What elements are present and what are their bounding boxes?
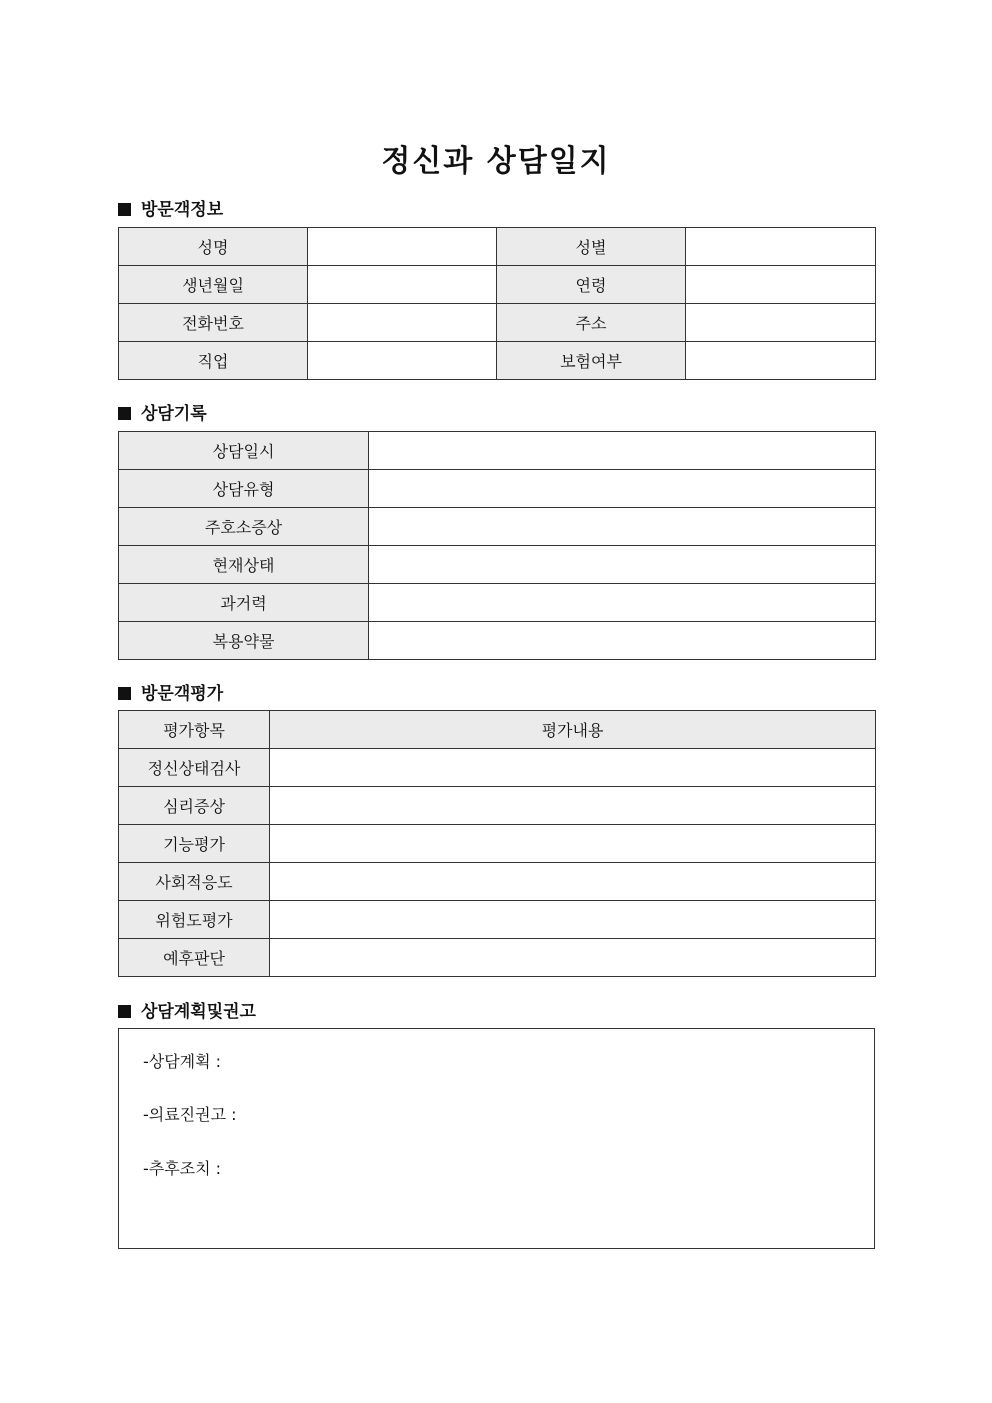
- table-row: [119, 266, 876, 304]
- section-heading-visitor-info: [118, 199, 223, 221]
- section-title: 상담기록: [141, 404, 207, 424]
- field-label: 복용약물: [119, 622, 369, 660]
- field-label: 연령: [497, 266, 686, 304]
- field-label: 예후판단: [119, 939, 270, 977]
- field-label: 주호소증상: [119, 508, 369, 546]
- table-row: [119, 749, 876, 787]
- table-row: [119, 508, 876, 546]
- section-heading-counsel-record: [118, 403, 207, 425]
- table-row: [119, 546, 876, 584]
- field-label: 정신상태검사: [119, 749, 270, 787]
- table-row: [119, 901, 876, 939]
- field-label: 위험도평가: [119, 901, 270, 939]
- counsel-record-table: [118, 431, 876, 660]
- table-header-row: [119, 711, 876, 749]
- field-value[interactable]: [270, 749, 876, 787]
- field-label: 성명: [119, 228, 308, 266]
- column-header-content: 평가내용: [270, 711, 876, 749]
- column-header-item: 평가항목: [119, 711, 270, 749]
- field-label: 과거력: [119, 584, 369, 622]
- field-label: 주소: [497, 304, 686, 342]
- plan-line-follow-up: -추후조치 :: [143, 1159, 222, 1178]
- field-value[interactable]: [369, 584, 876, 622]
- field-value[interactable]: [369, 432, 876, 470]
- field-value-insurance[interactable]: [686, 342, 876, 380]
- table-row: [119, 228, 876, 266]
- table-row: [119, 939, 876, 977]
- field-value-occupation[interactable]: [308, 342, 497, 380]
- field-label: 성별: [497, 228, 686, 266]
- table-row: [119, 304, 876, 342]
- table-row: [119, 825, 876, 863]
- table-row: [119, 584, 876, 622]
- field-value-name[interactable]: [308, 228, 497, 266]
- field-label: 생년월일: [119, 266, 308, 304]
- square-bullet-icon: [118, 687, 131, 700]
- square-bullet-icon: [118, 1005, 131, 1018]
- field-value[interactable]: [270, 863, 876, 901]
- square-bullet-icon: [118, 203, 131, 216]
- section-title: 상담계획및권고: [141, 1002, 256, 1022]
- field-label: 심리증상: [119, 787, 270, 825]
- section-heading-visitor-eval: [118, 683, 223, 705]
- section-title: 방문객정보: [141, 200, 224, 220]
- square-bullet-icon: [118, 407, 131, 420]
- field-value-age[interactable]: [686, 266, 876, 304]
- section-title: 방문객평가: [141, 684, 224, 704]
- field-value-phone[interactable]: [308, 304, 497, 342]
- table-row: [119, 470, 876, 508]
- field-value[interactable]: [369, 508, 876, 546]
- field-value[interactable]: [369, 470, 876, 508]
- field-value[interactable]: [270, 939, 876, 977]
- plan-line-medical-advice: -의료진권고 :: [143, 1105, 237, 1124]
- field-label: 현재상태: [119, 546, 369, 584]
- field-value[interactable]: [369, 546, 876, 584]
- field-label: 사회적응도: [119, 863, 270, 901]
- field-value[interactable]: [270, 901, 876, 939]
- field-label: 직업: [119, 342, 308, 380]
- page-title: 정신과 상담일지: [381, 144, 611, 179]
- section-heading-plan: [118, 1001, 256, 1023]
- field-label: 전화번호: [119, 304, 308, 342]
- field-value[interactable]: [270, 825, 876, 863]
- plan-line-counsel-plan: -상담계획 :: [143, 1052, 222, 1071]
- visitor-info-table: [118, 227, 876, 380]
- field-value-address[interactable]: [686, 304, 876, 342]
- field-label: 상담일시: [119, 432, 369, 470]
- field-label: 보험여부: [497, 342, 686, 380]
- table-row: [119, 787, 876, 825]
- table-row: [119, 432, 876, 470]
- field-label: 기능평가: [119, 825, 270, 863]
- field-value[interactable]: [369, 622, 876, 660]
- visitor-eval-table: [118, 710, 876, 977]
- field-value-birthdate[interactable]: [308, 266, 497, 304]
- table-row: [119, 863, 876, 901]
- plan-box[interactable]: [118, 1028, 875, 1249]
- field-value[interactable]: [270, 787, 876, 825]
- field-value-gender[interactable]: [686, 228, 876, 266]
- field-label: 상담유형: [119, 470, 369, 508]
- table-row: [119, 622, 876, 660]
- table-row: [119, 342, 876, 380]
